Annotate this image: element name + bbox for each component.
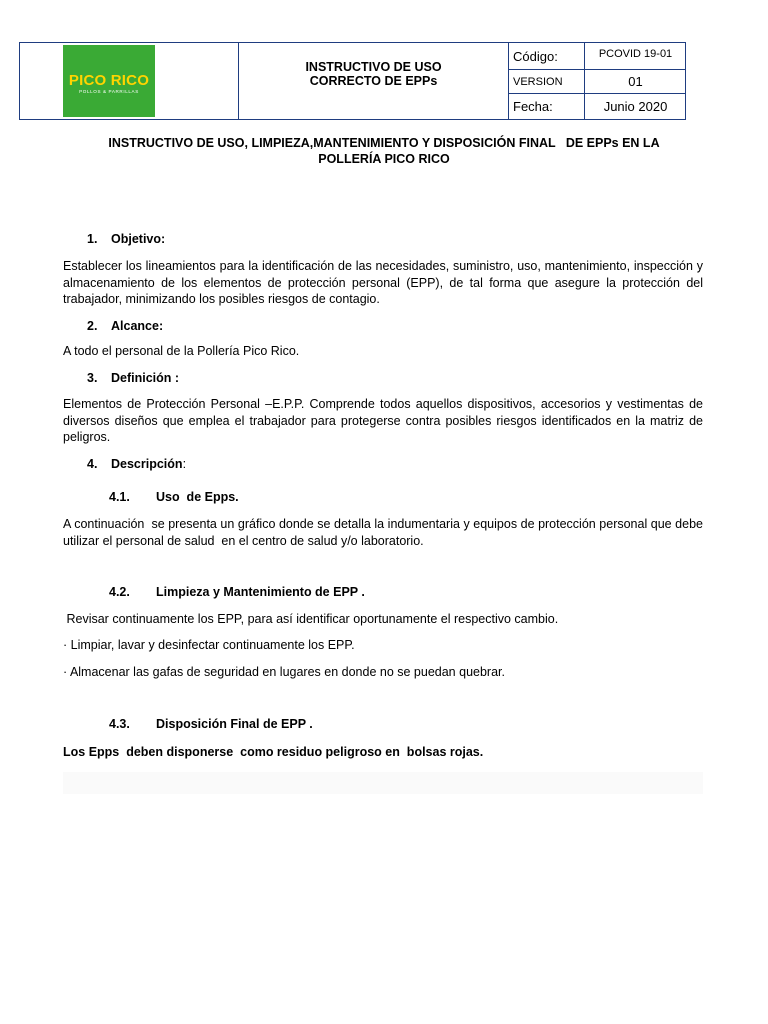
disposicion-paragraph: Los Epps deben disponerse como residuo peligroso en bolsas rojas. (63, 745, 484, 759)
section-title: Alcance: (111, 319, 164, 333)
subsection-title: Limpieza y Mantenimiento de EPP . (156, 585, 365, 599)
meta-label-codigo: Código: (509, 43, 585, 69)
document-title (60, 135, 708, 167)
subsection-number: 4.1. (109, 490, 130, 504)
meta-row-version (509, 70, 685, 94)
header-title (305, 60, 441, 88)
limpieza-bullet-1: · Limpiar, lavar y desinfectar continuamente los EPP. (63, 638, 355, 652)
subsection-number: 4.2. (109, 585, 130, 599)
section-heading-descripcion (87, 456, 186, 472)
meta-label-fecha: Fecha: (509, 94, 585, 119)
subsection-heading-disposicion (109, 716, 313, 732)
alcance-paragraph: A todo el personal de la Pollería Pico Rico. (63, 344, 300, 358)
logo-cell (20, 43, 239, 119)
meta-row-fecha (509, 94, 685, 119)
document-title-line1: INSTRUCTIVO DE USO, LIMPIEZA,MANTENIMIENTO Y DISPOSICIÓN FINAL DE EPPs EN LA (108, 136, 660, 150)
limpieza-bullet-2: · Almacenar las gafas de seguridad en lugares en donde no se puedan quebrar. (63, 665, 505, 679)
section-number: 2. (87, 319, 98, 333)
document-title-line2: POLLERÍA PICO RICO (318, 152, 450, 166)
section-number: 3. (87, 371, 98, 385)
document-header-table (19, 42, 686, 120)
meta-row-codigo (509, 43, 685, 70)
logo-tagline: POLLOS & PARRILLAS (79, 89, 139, 94)
meta-value-version: 01 (628, 74, 643, 89)
section-heading-alcance (87, 318, 163, 334)
meta-label-version: VERSION (509, 70, 585, 93)
header-title-line1: INSTRUCTIVO DE USO (305, 60, 442, 74)
section-number: 1. (87, 232, 98, 246)
header-title-line2: CORRECTO DE EPPs (309, 74, 438, 88)
section-number: 4. (87, 457, 98, 471)
pico-rico-logo (63, 45, 155, 117)
section-title-suffix: : (182, 457, 187, 471)
logo-brand-text: PICO RICO (68, 72, 150, 89)
section-title: Descripción (111, 457, 183, 471)
limpieza-line-1: Revisar continuamente los EPP, para así identificar oportunamente el respectivo cambio. (63, 612, 559, 626)
definicion-paragraph: Elementos de Protección Personal –E.P.P. Comprende todos aquellos dispositivos, accesorios y vestimentas de diversos diseños que emplea el trabajador para protegerse contra posibles riesgos identificados en la matriz de peligros. (63, 397, 703, 444)
subsection-title: Disposición Final de EPP . (156, 717, 313, 731)
meta-value-fecha: Junio 2020 (603, 99, 668, 114)
subsection-title: Uso de Epps. (156, 490, 239, 504)
section-title: Definición : (111, 371, 180, 385)
section-heading-objetivo (87, 231, 165, 247)
objetivo-paragraph: Establecer los lineamientos para la identificación de las necesidades, suministro, uso, mantenimiento, inspección y almacenamiento de los elementos de protección personal (EPP), de tal forma que asegure la protección del trabajador, minimizando los posibles riesgos de contagio. (63, 259, 703, 306)
section-heading-definicion (87, 370, 179, 386)
meta-value-codigo: PCOVID 19-01 (598, 48, 673, 60)
subsection-heading-limpieza (109, 584, 365, 600)
subsection-number: 4.3. (109, 717, 130, 731)
subsection-heading-uso (109, 489, 239, 505)
section-title: Objetivo: (111, 232, 166, 246)
faint-image-placeholder (63, 772, 703, 794)
uso-paragraph: A continuación se presenta un gráfico donde se detalla la indumentaria y equipos de protección personal que debe utilizar el personal de salud en el centro de salud y/o laboratorio. (63, 517, 707, 548)
header-meta (509, 43, 685, 119)
header-title-cell (239, 43, 509, 119)
